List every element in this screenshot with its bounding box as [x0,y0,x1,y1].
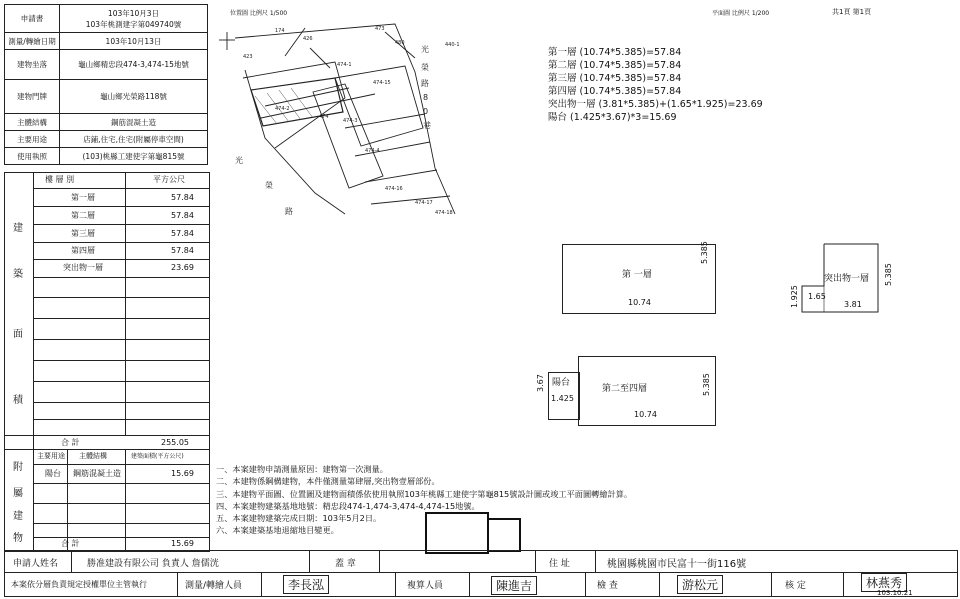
bottom-note: 本案依分層負責規定授權單位主管執行 [11,580,147,589]
header-value: 103年10月3日 103年桃測建字第049740號 [60,5,208,33]
street-char: 0 [423,107,429,116]
annex-side-char: 物 [13,533,23,544]
official-seal-small [487,518,521,552]
protrusion-depth: 5.385 [884,263,893,286]
upper-floor-label: 第二至四層 [602,384,648,394]
header-value: 龜山鄉光榮路118號 [60,80,208,114]
floor-name: 突出物一層 [63,263,103,272]
approver-label: 核 定 [785,581,806,591]
note-line: 二、本建物係鋼構建物，本件僅測量第肆層,突出物壹層部份。 [216,476,440,487]
lot-label: 473 [375,26,385,32]
note-line: 三、本建物平面圖、位置圖及建物面積係依使用執照103年桃縣工建使字第龜815號設計圖或竣工平面圖轉繪計算。 [216,488,633,499]
floor-area: 57.84 [171,211,194,220]
lot-label: 474 [319,114,329,120]
annex-side-char: 建 [13,511,23,522]
lot-label: 474-1 [337,62,352,68]
balcony-label: 陽台 [552,378,571,388]
lot-label: 423 [243,54,253,60]
note-line: 五、本案建物建築完成日期：103年5月2日。 [216,513,382,524]
annex-header: 主要用途 [37,452,65,460]
floor-name: 第四層 [71,246,95,255]
floor-area: 23.69 [171,263,194,272]
side-char: 築 [13,269,23,280]
calc-line: 陽台 (1.425*3.67)*3=15.69 [548,112,677,123]
floor-name: 第一層 [71,193,95,202]
protrusion-label: 突出物一層 [824,274,870,284]
annex-area: 15.69 [171,469,194,478]
reviewer-label: 複算人員 [407,581,444,591]
seal-label: 蓋 章 [335,559,356,569]
street-char: 路 [285,207,293,216]
header-label: 主要用途 [5,131,60,148]
floor-name: 第二層 [71,211,95,220]
lot-label: 426 [303,36,313,42]
annex-use: 陽台 [45,469,61,478]
header-table [4,4,208,165]
floor-area: 57.84 [171,229,194,238]
street-char: 光 [421,45,429,54]
note-line: 一、本案建物申請測量原因：建物第一次測量。 [216,464,388,474]
header-value: 鋼筋混凝土造 [60,114,208,131]
location-map-title: 位置圖 比例尺 1/500 [230,10,288,17]
annex-total-value: 15.69 [171,539,194,548]
header-label: 建物坐落 [5,50,60,80]
page-count: 共1頁 第1頁 [832,8,872,16]
col-area-header: 平方公尺 [153,175,185,184]
header-value: 103年10月13日 [60,33,208,50]
street-char: 巷 [423,121,431,130]
floor-area: 57.84 [171,193,194,202]
floor-area: 57.84 [171,246,194,255]
col-floor-header: 樓 層 別 [45,175,75,184]
note-line: 六、本案建築基地退縮地目變更。 [216,525,339,536]
balcony-depth: 3.67 [536,374,545,392]
area-table [4,172,210,552]
lot-label: 474-15 [373,80,391,86]
address-label: 住 址 [549,559,570,569]
surveyor-signature: 李長泓 [283,575,329,594]
lot-label: 480 [395,40,405,46]
calc-line: 第二層 (10.74*5.385)=57.84 [548,60,682,71]
side-char: 面 [13,329,23,340]
first-floor-width: 10.74 [628,298,651,307]
total-value: 255.05 [161,438,189,447]
lot-label: 474-4 [365,148,380,154]
lot-label: 474-17 [415,200,433,206]
protrusion-notch-d: 1.925 [790,285,799,308]
street-char: 8 [423,93,429,102]
footer [4,550,958,597]
first-floor-depth: 5.385 [700,241,709,264]
side-char: 積 [13,395,23,406]
header-label: 測量/轉繪日期 [5,33,60,50]
header-value: 店鋪,住宅,住宅(附屬停車空間) [60,131,208,148]
street-char: 光 [235,156,243,165]
lot-label: 440-1 [445,42,460,48]
side-char: 建 [13,223,23,234]
floor-name: 第三層 [71,229,95,238]
annex-structure: 鋼筋混凝土造 [73,469,121,478]
lot-label: 474-16 [385,186,403,192]
calculation-list [548,46,763,124]
header-label: 主體結構 [5,114,60,131]
street-char: 榮 [265,181,273,190]
street-char: 榮 [421,63,429,72]
total-label: 合 計 [61,438,80,447]
official-seal [425,512,489,554]
lot-label: 474-3 [343,118,358,124]
applicant-value: 勝准建設有限公司 負責人 詹儒洸 [87,559,219,569]
address-value: 桃園縣桃園市民富十一街116號 [607,559,747,570]
annex-header: 建築面積(平方公尺) [131,453,184,460]
header-value: (103)桃縣工建使字第龜815號 [60,148,208,165]
location-map [215,18,475,228]
annex-header: 主體結構 [79,452,107,460]
checker-signature: 游松元 [677,575,723,594]
protrusion-notch-w: 1.65 [808,292,826,301]
applicant-label: 申請人姓名 [13,559,59,569]
annex-side-char: 屬 [13,488,23,499]
header-label: 建物門牌 [5,80,60,114]
lot-label: 474-2 [275,106,290,112]
header-value: 龜山鄉精忠段474-3,474-15地號 [60,50,208,80]
header-label: 申請書 [5,5,60,33]
approver-signature: 林燕秀 [861,573,907,592]
annex-side-char: 附 [13,462,23,473]
reviewer-signature: 陳進吉 [491,576,537,595]
protrusion-width: 3.81 [844,300,862,309]
calc-line: 第一層 (10.74*5.385)=57.84 [548,47,682,58]
note-line: 四、本案建物建築基地地號：精忠段474-1,474-3,474-4,474-15地號。 [216,500,480,511]
header-label: 使用執照 [5,148,60,165]
checker-label: 檢 查 [597,581,618,591]
date-stamp: 103.10.21 [877,589,913,597]
upper-floor-width: 10.74 [634,410,657,419]
lot-label: 474-18 [435,210,453,216]
surveyor-label: 測量/轉繪人員 [185,581,243,591]
calc-line: 第三層 (10.74*5.385)=57.84 [548,73,682,84]
street-char: 路 [421,79,429,88]
plan-scale: 平面圖 比例尺 1/200 [712,10,770,17]
annex-total-label: 合 計 [61,539,80,548]
upper-floor-depth: 5.385 [702,373,711,396]
calc-line: 第四層 (10.74*5.385)=57.84 [548,86,682,97]
calc-line: 突出物一層 (3.81*5.385)+(1.65*1.925)=23.69 [548,99,763,110]
lot-label: 174 [275,28,285,34]
balcony-width: 1.425 [551,394,574,403]
first-floor-label: 第 一層 [622,270,652,280]
